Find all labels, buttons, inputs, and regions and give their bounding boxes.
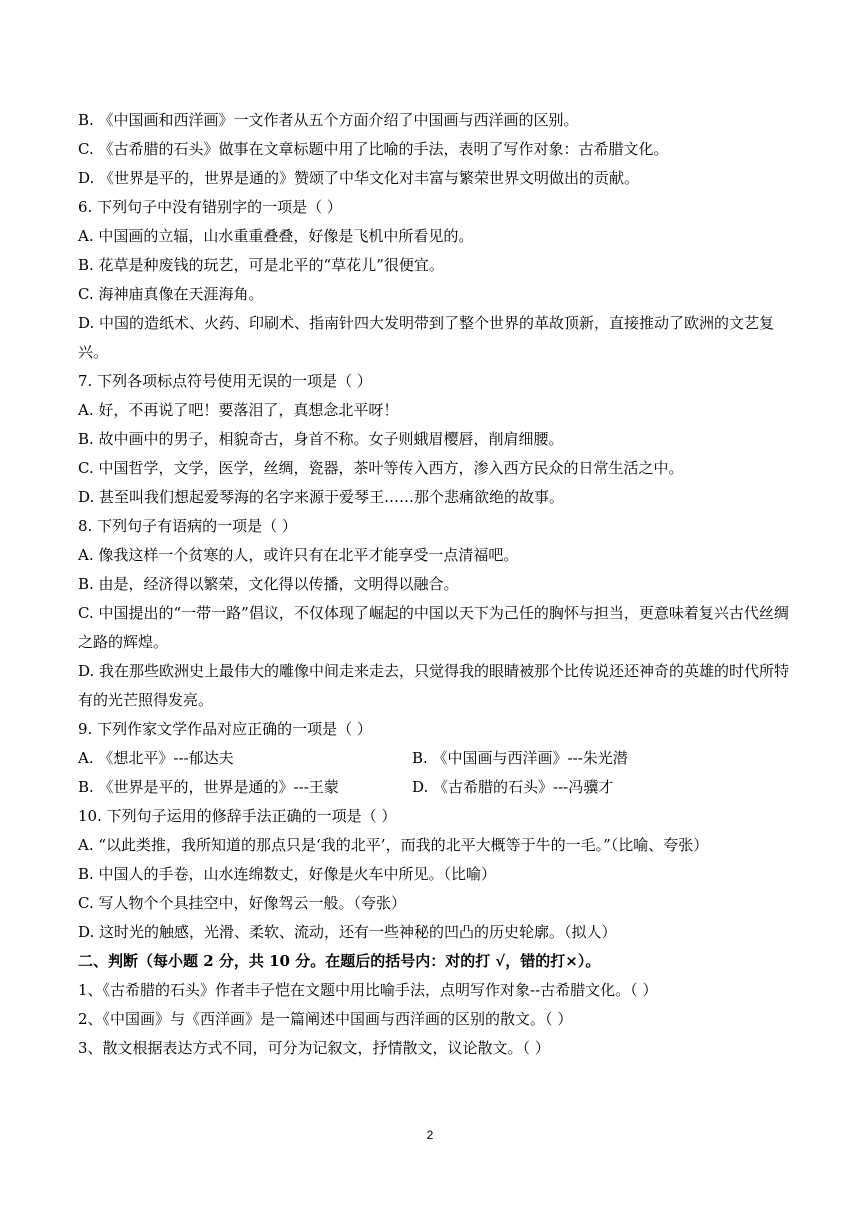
q10-option-d: D. 这时光的触感，光滑、柔软、流动，还有一些神秘的凹凸的历史轮廓。（拟人）	[78, 923, 617, 941]
page-number: 2	[426, 1128, 434, 1142]
q6-option-a: A. 中国画的立辐，山水重重叠叠，好像是飞机中所看见的。	[78, 227, 474, 245]
q6-option-c: C. 海神庙真像在天涯海角。	[78, 285, 264, 303]
q5-option-d: D. 《世界是平的，世界是通的》赞颂了中华文化对丰富与繁荣世界文明做出的贡献。	[78, 169, 640, 187]
q9-option-a: A. 《想北平》---郁达夫	[78, 749, 234, 767]
q9-option-c: B. 《世界是平的，世界是通的》---王蒙	[78, 778, 339, 796]
q8-option-a: A. 像我这样一个贫寒的人，或许只有在北平才能享受一点清福吧。	[78, 546, 519, 564]
q9-options-row-1	[78, 744, 798, 773]
q8-option-d: D. 我在那些欧洲史上最伟大的雕像中间走来走去，只觉得我的眼睛被那个比传说还还神奇的英雄的时代所特有的光芒照得发亮。	[78, 662, 790, 709]
q9-option-d: D. 《古希腊的石头》---冯骥才	[412, 778, 614, 796]
q9-option-b: B. 《中国画与西洋画》---朱光潜	[412, 749, 628, 767]
q8-stem: 8. 下列句子有语病的一项是（ ）	[78, 517, 297, 535]
q10-option-c: C. 写人物个个具挂空中，好像驾云一般。（夸张）	[78, 894, 406, 912]
q5-option-b: B. 《中国画和西洋画》一文作者从五个方面介绍了中国画与西洋画的区别。	[78, 111, 579, 129]
q7-option-c: C. 中国哲学，文学，医学，丝绸，瓷器，茶叶等传入西方，渗入西方民众的日常生活之中。	[78, 459, 684, 477]
q6-stem: 6. 下列句子中没有错别字的一项是（ ）	[78, 198, 342, 216]
q9-options-row-2	[78, 773, 798, 802]
q7-option-d: D. 甚至叫我们想起爱琴海的名字来源于爱琴王……那个悲痛欲绝的故事。	[78, 488, 565, 506]
q7-option-a: A. 好，不再说了吧！要落泪了，真想念北平呀！	[78, 401, 399, 419]
q7-stem: 7. 下列各项标点符号使用无误的一项是（ ）	[78, 372, 372, 390]
q8-option-b: B. 由是，经济得以繁荣，文化得以传播，文明得以融合。	[78, 575, 459, 593]
q6-option-b: B. 花草是种废钱的玩艺，可是北平的“草花儿”很便宜。	[78, 256, 444, 274]
q7-option-b: B. 故中画中的男子，相貌奇古，身首不称。女子则蛾眉樱唇，削肩细腰。	[78, 430, 564, 448]
q10-option-b: B. 中国人的手卷，山水连绵数丈，好像是火车中所见。（比喻）	[78, 865, 497, 883]
judgment-item-1: 1、《古希腊的石头》作者丰子恺在文题中用比喻手法，点明写作对象--古希腊文化。（ ）	[78, 981, 658, 999]
page-content	[78, 106, 798, 1063]
q5-option-c: C. 《古希腊的石头》做事在文章标题中用了比喻的手法，表明了写作对象：古希腊文化。	[78, 140, 669, 158]
judgment-item-3: 3、散文根据表达方式不同，可分为记叙文，抒情散文，议论散文。（ ）	[78, 1039, 550, 1057]
q9-stem: 9. 下列作家文学作品对应正确的一项是（ ）	[78, 720, 372, 738]
q8-option-c: C. 中国提出的“一带一路”倡议，不仅体现了崛起的中国以天下为己任的胸怀与担当，更意味着复兴古代丝绸之路的辉煌。	[78, 604, 789, 651]
q10-option-a: A. “以此类推，我所知道的那点只是‘我的北平’，而我的北平大概等于牛的一毛。”（比喻、夸张）	[78, 836, 709, 854]
q6-option-d: D. 中国的造纸术、火药、印刷术、指南针四大发明带到了整个世界的革故顶新，直接推动了欧洲的文艺复兴。	[78, 314, 775, 361]
judgment-item-2: 2、《中国画》与《西洋画》是一篇阐述中国画与西洋画的区别的散文。（ ）	[78, 1010, 573, 1028]
q10-stem: 10. 下列句子运用的修辞手法正确的一项是（ ）	[78, 807, 397, 825]
section-2-heading: 二、判断（每小题 2 分，共 10 分。在题后的括号内：对的打 √，错的打×）。	[78, 952, 601, 970]
